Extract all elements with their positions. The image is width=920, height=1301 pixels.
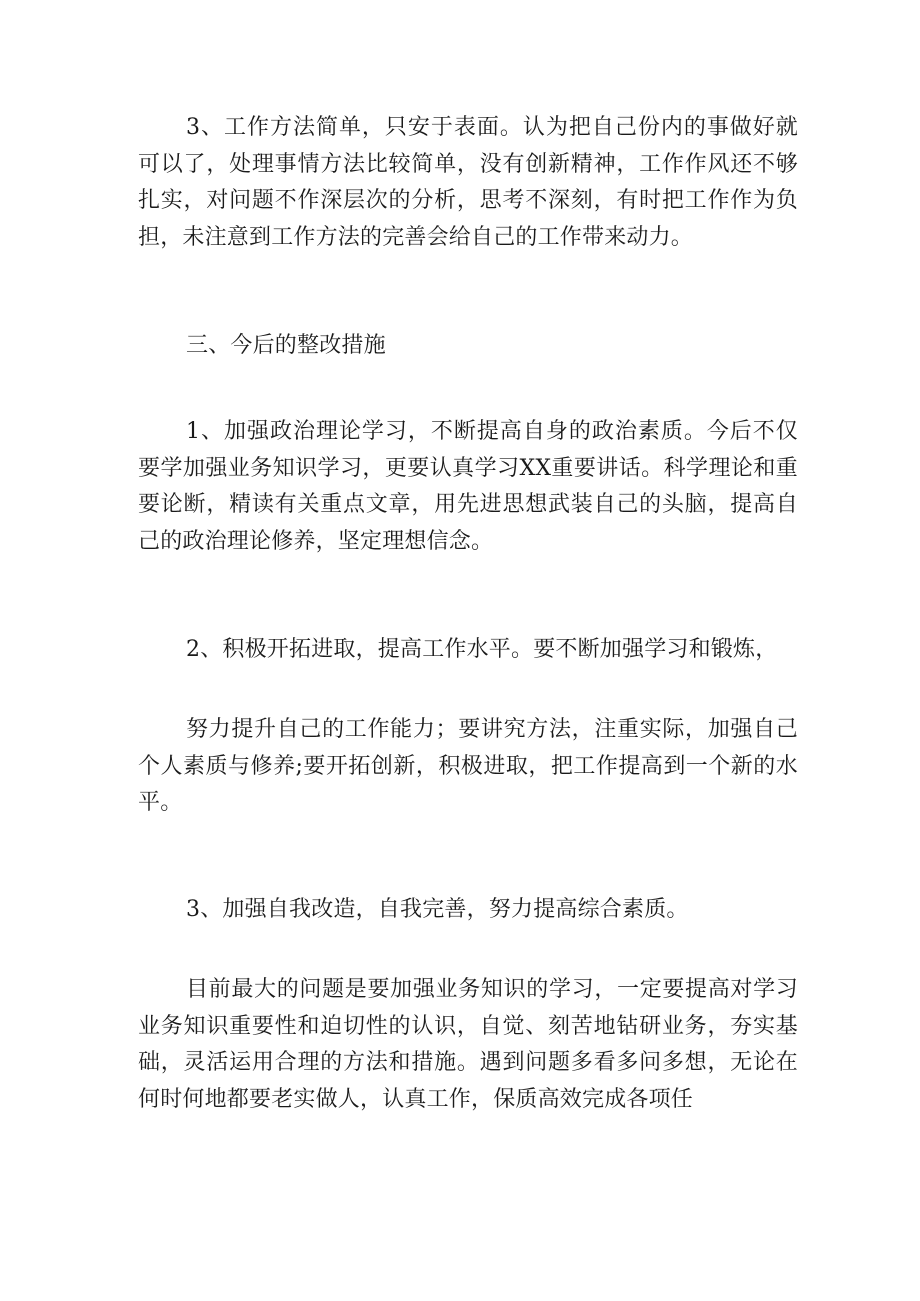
paragraph-self-improvement: 3、加强自我改造，自我完善，努力提高综合素质。 (186, 897, 689, 922)
section-heading-rectification: 三、今后的整改措施 (186, 333, 386, 358)
paragraph-work-method: 3、工作方法简单，只安于表面。认为把自己份内的事做好就可以了，处理事情方法比较简单，没有创新精神，工作作风还不够扎实，对问题不作深层次的分析，思考不深刻，有时把工作作为负担，未注意到工作方法的完善会给自己的工作带来动力。 (138, 115, 798, 250)
paragraph-work-ability: 努力提升自己的工作能力；要讲究方法，注重实际，加强自己个人素质与修养;要开拓创新，积极进取，把工作提高到一个新的水平。 (138, 717, 798, 815)
paragraph-enterprising: 2、积极开拓进取，提高工作水平。要不断加强学习和锻炼， (186, 637, 778, 662)
paragraph-business-knowledge: 目前最大的问题是要加强业务知识的学习，一定要提高对学习业务知识重要性和迫切性的认识，自觉、刻苦地钻研业务，夯实基础，灵活运用合理的方法和措施。遇到问题多看多问多想，无论在何时何地都要老实做人，认真工作，保质高效完成各项任 (138, 977, 798, 1112)
paragraph-political-study: 1、加强政治理论学习，不断提高自身的政治素质。今后不仅要学加强业务知识学习，更要认真学习XX重要讲话。科学理论和重要论断，精读有关重点文章，用先进思想武装自己的头脑，提高自己的政治理论修养，坚定理想信念。 (138, 419, 798, 554)
